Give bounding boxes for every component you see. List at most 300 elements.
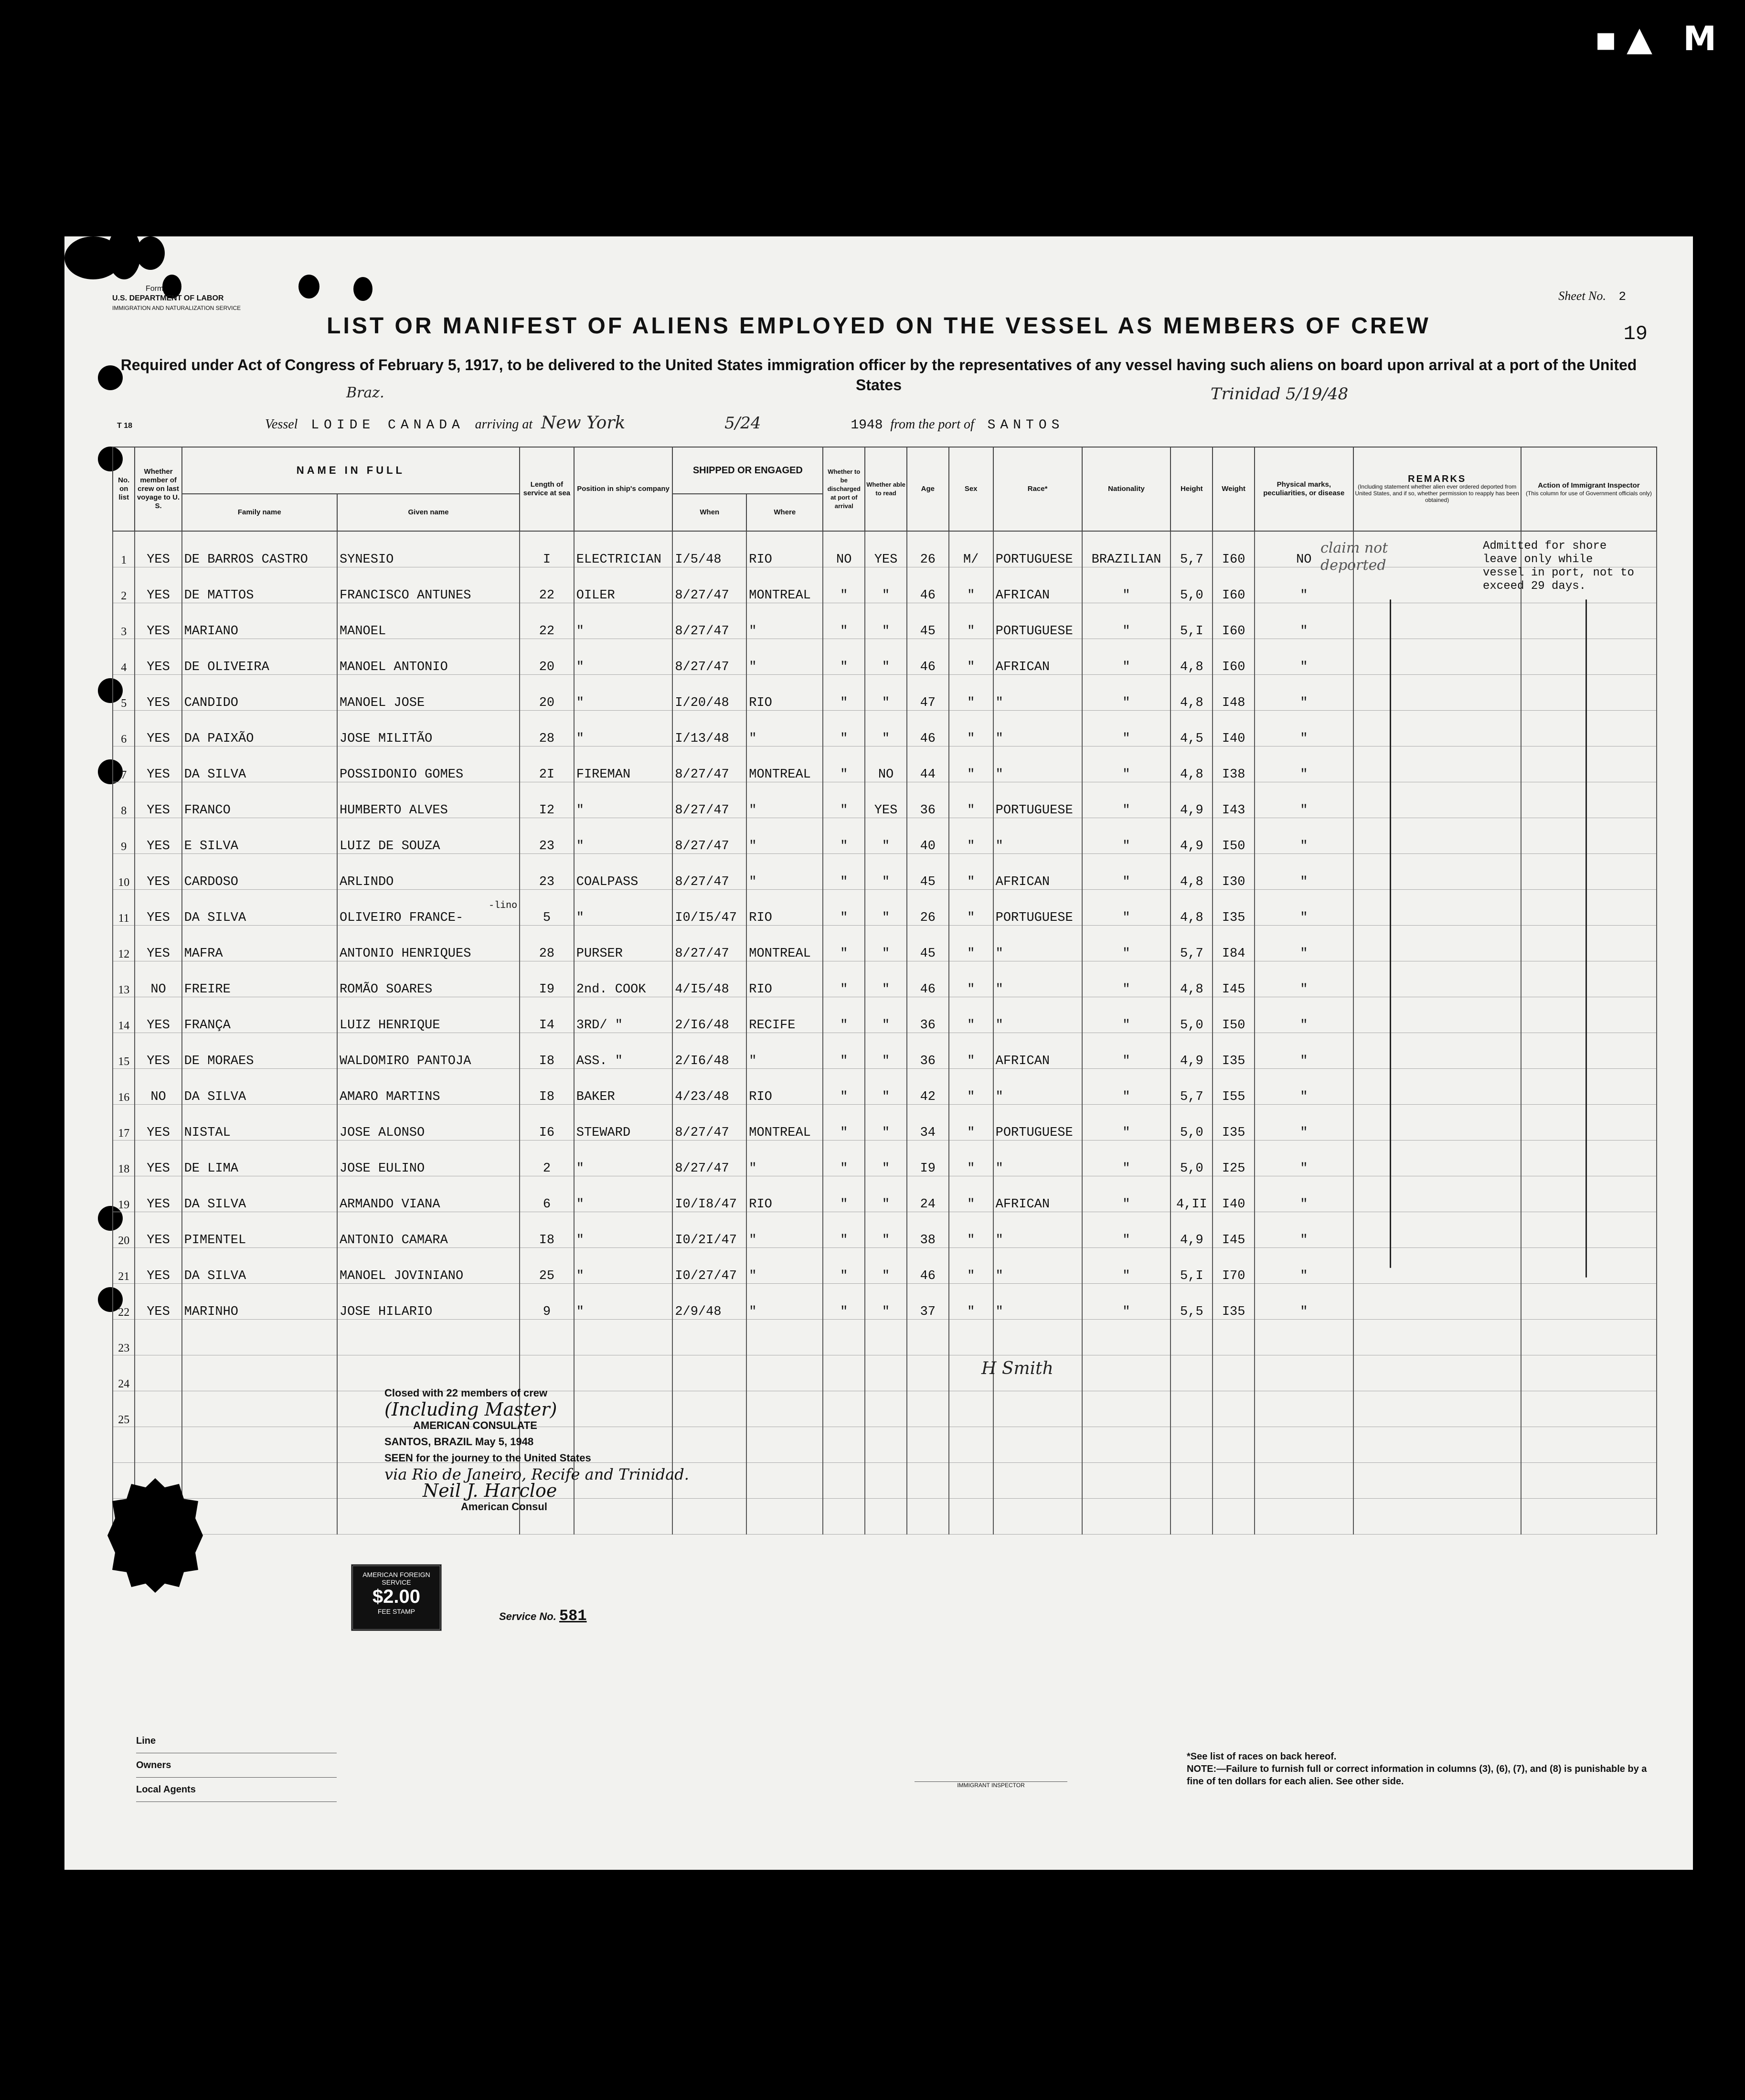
sex: "	[949, 711, 993, 746]
weight	[1213, 1320, 1255, 1355]
given-name: MANOEL JOVINIANO	[337, 1248, 520, 1284]
weight: I25	[1213, 1141, 1255, 1176]
sheet-number	[1558, 289, 1626, 304]
service-name: IMMIGRATION AND NATURALIZATION SERVICE	[112, 305, 241, 311]
able-to-read	[865, 1463, 907, 1499]
nationality: "	[1082, 1176, 1171, 1212]
weight	[1213, 1499, 1255, 1535]
inspector-cell	[1521, 854, 1657, 890]
height	[1170, 1391, 1213, 1427]
remarks-cell	[1353, 1176, 1521, 1212]
height: 5,7	[1170, 926, 1213, 961]
nationality: "	[1082, 1212, 1171, 1248]
service-length: 2I	[520, 746, 574, 782]
sex: "	[949, 890, 993, 926]
shipped-when: I/5/48	[672, 531, 746, 567]
row-number: 18	[113, 1141, 135, 1176]
remarks-cell	[1353, 1427, 1521, 1463]
height: 5,7	[1170, 1069, 1213, 1105]
family-name: MAFRA	[182, 926, 337, 961]
remarks-cell	[1353, 1320, 1521, 1355]
table-row	[113, 1141, 1657, 1176]
inspector-title: Action of Immigrant Inspector	[1538, 481, 1640, 490]
remarks-note: (Including statement whether alien ever ordered deported from United States, and if so, whether permission to reapply has been obtained)	[1355, 483, 1519, 503]
row-number: 2	[113, 567, 135, 603]
table-row	[113, 1033, 1657, 1069]
shipped-where: RIO	[746, 961, 823, 997]
race: AFRICAN	[993, 854, 1082, 890]
service-length: 25	[520, 1248, 574, 1284]
discharged: "	[823, 567, 865, 603]
last-voyage: YES	[135, 746, 181, 782]
position: ELECTRICIAN	[574, 531, 673, 567]
physical-marks: "	[1255, 1069, 1353, 1105]
nationality: "	[1082, 639, 1171, 675]
last-voyage: YES	[135, 603, 181, 639]
age: I9	[907, 1141, 949, 1176]
table-row	[113, 1176, 1657, 1212]
department-name: U.S. DEPARTMENT OF LABOR	[112, 294, 224, 302]
discharged: "	[823, 711, 865, 746]
weight	[1213, 1427, 1255, 1463]
shipped-when: 4/23/48	[672, 1069, 746, 1105]
inspector-cell	[1521, 1320, 1657, 1355]
inspector-cell	[1521, 782, 1657, 818]
nationality: "	[1082, 675, 1171, 711]
weight: I60	[1213, 567, 1255, 603]
manifest-sheet	[64, 236, 1693, 1870]
last-voyage: YES	[135, 854, 181, 890]
paper-damage	[298, 275, 319, 298]
ditto-line	[1390, 599, 1391, 1268]
paper-damage	[353, 277, 372, 301]
age: 42	[907, 1069, 949, 1105]
row-number: 23	[113, 1320, 135, 1355]
age: 46	[907, 711, 949, 746]
race: "	[993, 818, 1082, 854]
position: "	[574, 675, 673, 711]
inspector-cell	[1521, 1391, 1657, 1427]
remarks-cell	[1353, 997, 1521, 1033]
inspector-initials: H Smith	[981, 1359, 1053, 1378]
shipped-where: RIO	[746, 890, 823, 926]
nationality: "	[1082, 1069, 1171, 1105]
shipped-where	[746, 1463, 823, 1499]
family-name: CANDIDO	[182, 675, 337, 711]
able-to-read: "	[865, 1248, 907, 1284]
weight: I45	[1213, 961, 1255, 997]
nationality: "	[1082, 926, 1171, 961]
family-name: CARDOSO	[182, 854, 337, 890]
given-name: LUIZ DE SOUZA	[337, 818, 520, 854]
shipped-where: MONTREAL	[746, 567, 823, 603]
height	[1170, 1320, 1213, 1355]
table-row	[113, 854, 1657, 890]
header-sex: Sex	[949, 447, 993, 531]
physical-marks: "	[1255, 854, 1353, 890]
shipped-when: I0/I5/47	[672, 890, 746, 926]
row-number: 12	[113, 926, 135, 961]
row-number: 13	[113, 961, 135, 997]
service-length: 23	[520, 854, 574, 890]
table-row	[113, 1427, 1657, 1463]
race: "	[993, 961, 1082, 997]
family-name: DE OLIVEIRA	[182, 639, 337, 675]
header-no: No. on list	[113, 447, 135, 531]
given-name: FRANCISCO ANTUNES	[337, 567, 520, 603]
weight: I35	[1213, 1105, 1255, 1141]
physical-marks: "	[1255, 1284, 1353, 1320]
remarks-typed: Admitted for shore leave only while vessel in port, not to exceed 29 days.	[1483, 540, 1634, 593]
physical-marks	[1255, 1355, 1353, 1391]
row-number: 16	[113, 1069, 135, 1105]
height: 5,7	[1170, 531, 1213, 567]
weight	[1213, 1355, 1255, 1391]
physical-marks: "	[1255, 1248, 1353, 1284]
height: 4,8	[1170, 746, 1213, 782]
age: 44	[907, 746, 949, 782]
shipped-when: I0/I8/47	[672, 1176, 746, 1212]
discharged: NO	[823, 531, 865, 567]
inspector-cell	[1521, 746, 1657, 782]
service-length: I	[520, 531, 574, 567]
last-voyage: YES	[135, 1033, 181, 1069]
last-voyage: YES	[135, 1105, 181, 1141]
agents-field: Local Agents	[136, 1778, 337, 1802]
sex	[949, 1499, 993, 1535]
family-name	[182, 1391, 337, 1427]
race	[993, 1391, 1082, 1427]
shipped-where: "	[746, 1212, 823, 1248]
header-discharged: Whether to be discharged at port of arrival	[823, 447, 865, 531]
nationality: "	[1082, 818, 1171, 854]
age: 26	[907, 890, 949, 926]
shipped-where: RIO	[746, 675, 823, 711]
last-voyage	[135, 1320, 181, 1355]
service-length: 2	[520, 1141, 574, 1176]
header-name: NAME IN FULL	[182, 447, 520, 494]
given-name: JOSE HILARIO	[337, 1284, 520, 1320]
service-length: I2	[520, 782, 574, 818]
able-to-read: YES	[865, 531, 907, 567]
given-name: MANOEL JOSE	[337, 675, 520, 711]
height	[1170, 1463, 1213, 1499]
via-route: via Rio de Janeiro, Recife and Trinidad.	[384, 1465, 689, 1483]
physical-marks: "	[1255, 1176, 1353, 1212]
shipped-when: 4/I5/48	[672, 961, 746, 997]
service-length: I8	[520, 1033, 574, 1069]
table-row	[113, 711, 1657, 746]
race: "	[993, 997, 1082, 1033]
table-row	[113, 1105, 1657, 1141]
penalty-note: NOTE:—Failure to furnish full or correct information in columns (3), (6), (7), and (8) is punishable by a fine of ten dollars for each alien. See other side.	[1187, 1764, 1647, 1787]
height: 4,8	[1170, 675, 1213, 711]
inspector-cell	[1521, 711, 1657, 746]
table-row	[113, 926, 1657, 961]
row-number	[113, 1427, 135, 1463]
row-number: 21	[113, 1248, 135, 1284]
sex	[949, 1391, 993, 1427]
header-family-name: Family name	[182, 494, 337, 531]
page-title: LIST OR MANIFEST OF ALIENS EMPLOYED ON THE VESSEL AS MEMBERS OF CREW	[327, 313, 1431, 339]
nationality: "	[1082, 1105, 1171, 1141]
shipped-when: 2/I6/48	[672, 1033, 746, 1069]
shipped-where: MONTREAL	[746, 1105, 823, 1141]
discharged: "	[823, 1033, 865, 1069]
table-row	[113, 746, 1657, 782]
family-name: FREIRE	[182, 961, 337, 997]
seen-for: SEEN for the journey to the United States	[384, 1452, 591, 1464]
position: "	[574, 1176, 673, 1212]
table-row	[113, 1248, 1657, 1284]
shipped-where: "	[746, 818, 823, 854]
table-row	[113, 675, 1657, 711]
discharged: "	[823, 782, 865, 818]
race: AFRICAN	[993, 1176, 1082, 1212]
vessel-note: Braz.	[346, 384, 384, 401]
discharged	[823, 1499, 865, 1535]
able-to-read: "	[865, 818, 907, 854]
able-to-read	[865, 1355, 907, 1391]
able-to-read	[865, 1499, 907, 1535]
last-voyage: YES	[135, 675, 181, 711]
physical-marks: "	[1255, 997, 1353, 1033]
weight: I50	[1213, 997, 1255, 1033]
inspector-cell	[1521, 890, 1657, 926]
able-to-read: "	[865, 1033, 907, 1069]
height: 4,8	[1170, 854, 1213, 890]
inspector-cell	[1521, 675, 1657, 711]
able-to-read: "	[865, 1141, 907, 1176]
frame-corner-mark: ▪▲ M	[1594, 19, 1726, 58]
header-race: Race*	[993, 447, 1082, 531]
able-to-read: "	[865, 1069, 907, 1105]
shipped-when: 8/27/47	[672, 854, 746, 890]
sex: "	[949, 782, 993, 818]
given-name: AMARO MARTINS	[337, 1069, 520, 1105]
height: 4,8	[1170, 639, 1213, 675]
row-number: 3	[113, 603, 135, 639]
position: "	[574, 1212, 673, 1248]
family-name: DE MATTOS	[182, 567, 337, 603]
sex: "	[949, 639, 993, 675]
remarks-title: REMARKS	[1408, 474, 1467, 484]
inspector-cell	[1521, 926, 1657, 961]
discharged	[823, 1427, 865, 1463]
able-to-read	[865, 1391, 907, 1427]
service-length: 23	[520, 818, 574, 854]
header-last-voyage: Whether member of crew on last voyage to U. S.	[135, 447, 181, 531]
inspector-cell	[1521, 1212, 1657, 1248]
position: PURSER	[574, 926, 673, 961]
age: 26	[907, 531, 949, 567]
service-label: Service No.	[499, 1610, 556, 1622]
race: "	[993, 1141, 1082, 1176]
shipped-where: RIO	[746, 531, 823, 567]
shipped-when: 8/27/47	[672, 603, 746, 639]
table-row	[113, 1212, 1657, 1248]
height: 5,0	[1170, 1141, 1213, 1176]
inspector-cell	[1521, 1105, 1657, 1141]
last-voyage	[135, 1391, 181, 1427]
race: "	[993, 926, 1082, 961]
height: 4,9	[1170, 818, 1213, 854]
race: AFRICAN	[993, 1033, 1082, 1069]
discharged: "	[823, 854, 865, 890]
position: "	[574, 890, 673, 926]
age: 38	[907, 1212, 949, 1248]
discharged: "	[823, 1069, 865, 1105]
table-row	[113, 1320, 1657, 1355]
line-field: Line	[136, 1729, 337, 1753]
family-name: DA SILVA	[182, 746, 337, 782]
height	[1170, 1355, 1213, 1391]
family-name: NISTAL	[182, 1105, 337, 1141]
sex: "	[949, 1141, 993, 1176]
discharged: "	[823, 1248, 865, 1284]
able-to-read	[865, 1427, 907, 1463]
given-name: JOSE MILITÃO	[337, 711, 520, 746]
able-to-read: "	[865, 603, 907, 639]
from-port: SANTOS	[987, 418, 1064, 433]
service-length: I6	[520, 1105, 574, 1141]
shipped-when: 2/I6/48	[672, 997, 746, 1033]
age: 47	[907, 675, 949, 711]
footer-fields	[136, 1729, 337, 1802]
discharged: "	[823, 1284, 865, 1320]
position: FIREMAN	[574, 746, 673, 782]
sex: "	[949, 567, 993, 603]
race	[993, 1320, 1082, 1355]
given-name: JOSE EULINO	[337, 1141, 520, 1176]
given-name: ANTONIO CAMARA	[337, 1212, 520, 1248]
discharged: "	[823, 1212, 865, 1248]
shipped-where: "	[746, 782, 823, 818]
arriving-port: New York	[541, 413, 626, 433]
age	[907, 1499, 949, 1535]
weight: I45	[1213, 1212, 1255, 1248]
nationality: "	[1082, 890, 1171, 926]
service-length: 22	[520, 567, 574, 603]
discharged: "	[823, 675, 865, 711]
nationality	[1082, 1320, 1171, 1355]
nationality	[1082, 1355, 1171, 1391]
sex: "	[949, 1212, 993, 1248]
shipped-when: I/20/48	[672, 675, 746, 711]
able-to-read: "	[865, 639, 907, 675]
shipped-where: "	[746, 603, 823, 639]
remarks-cell	[1353, 782, 1521, 818]
remarks-handwritten: claim not deported	[1320, 540, 1388, 574]
race: PORTUGUESE	[993, 603, 1082, 639]
discharged: "	[823, 746, 865, 782]
position: "	[574, 818, 673, 854]
given-name: ARLINDO	[337, 854, 520, 890]
nationality: BRAZILIAN	[1082, 531, 1171, 567]
weight: I60	[1213, 603, 1255, 639]
race: "	[993, 1284, 1082, 1320]
remarks-cell	[1353, 639, 1521, 675]
header-weight: Weight	[1213, 447, 1255, 531]
sheet-value: 2	[1618, 289, 1626, 304]
table-row	[113, 1463, 1657, 1499]
discharged: "	[823, 961, 865, 997]
footer-notes	[1187, 1750, 1664, 1788]
position	[574, 1320, 673, 1355]
race: "	[993, 1248, 1082, 1284]
able-to-read: "	[865, 1284, 907, 1320]
owners-field: Owners	[136, 1753, 337, 1778]
shipped-where	[746, 1355, 823, 1391]
able-to-read: "	[865, 1212, 907, 1248]
age: 46	[907, 567, 949, 603]
shipped-where: "	[746, 711, 823, 746]
family-name: PIMENTEL	[182, 1212, 337, 1248]
last-voyage: YES	[135, 639, 181, 675]
sex: "	[949, 854, 993, 890]
family-name: DE LIMA	[182, 1141, 337, 1176]
race	[993, 1499, 1082, 1535]
race: AFRICAN	[993, 639, 1082, 675]
header-where: Where	[746, 494, 823, 531]
physical-marks: "	[1255, 1212, 1353, 1248]
row-number: 14	[113, 997, 135, 1033]
inspector-cell	[1521, 818, 1657, 854]
discharged: "	[823, 997, 865, 1033]
shipped-when: 8/27/47	[672, 639, 746, 675]
shipped-where: "	[746, 1248, 823, 1284]
sex: "	[949, 926, 993, 961]
race: "	[993, 746, 1082, 782]
vessel-name: LOIDE CANADA	[311, 418, 465, 433]
family-name: DA PAIXÃO	[182, 711, 337, 746]
physical-marks: "	[1255, 890, 1353, 926]
discharged	[823, 1355, 865, 1391]
remarks-cell	[1353, 1463, 1521, 1499]
age	[907, 1355, 949, 1391]
age: 37	[907, 1284, 949, 1320]
service-length: I8	[520, 1212, 574, 1248]
discharged	[823, 1391, 865, 1427]
discharged: "	[823, 1105, 865, 1141]
arrival-date: 5/24	[724, 414, 761, 433]
shipped-when: I/13/48	[672, 711, 746, 746]
family-name: DA SILVA	[182, 1248, 337, 1284]
header-nationality: Nationality	[1082, 447, 1171, 531]
shipped-when: 8/27/47	[672, 1105, 746, 1141]
weight: I70	[1213, 1248, 1255, 1284]
last-voyage: YES	[135, 711, 181, 746]
service-length: I8	[520, 1069, 574, 1105]
last-voyage	[135, 1427, 181, 1463]
family-name	[182, 1355, 337, 1391]
remarks-cell	[1353, 1033, 1521, 1069]
last-voyage: YES	[135, 782, 181, 818]
table-row	[113, 961, 1657, 997]
table-row	[113, 603, 1657, 639]
row-number: 6	[113, 711, 135, 746]
table-row	[113, 1069, 1657, 1105]
row-number: 5	[113, 675, 135, 711]
given-name: ANTONIO HENRIQUES	[337, 926, 520, 961]
shipped-when: I0/2I/47	[672, 1212, 746, 1248]
from-label: from the port of	[890, 417, 974, 432]
remarks-cell	[1353, 675, 1521, 711]
age: 46	[907, 1248, 949, 1284]
weight: I84	[1213, 926, 1255, 961]
remarks-cell	[1353, 711, 1521, 746]
age: 46	[907, 639, 949, 675]
